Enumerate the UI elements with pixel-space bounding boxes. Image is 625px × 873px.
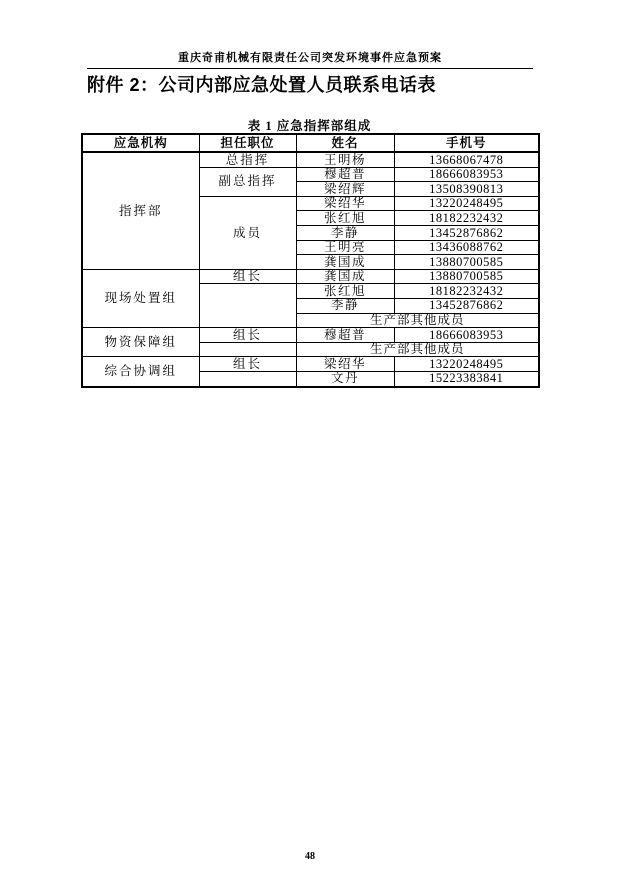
position-cell-empty	[199, 371, 296, 386]
name-cell: 龚国成	[296, 255, 394, 270]
table-row	[82, 328, 539, 343]
column-header-name: 姓名	[296, 134, 394, 152]
name-cell: 穆超普	[296, 167, 394, 182]
table-row	[82, 152, 539, 167]
document-header: 重庆奇甫机械有限责任公司突发环境事件应急预案	[87, 49, 533, 69]
position-cell: 总指挥	[199, 152, 296, 167]
position-cell-empty	[199, 284, 296, 328]
org-cell-supply: 物资保障组	[82, 328, 199, 357]
column-header-position: 担任职位	[199, 134, 296, 152]
table-row	[82, 269, 539, 284]
phone-cell: 15223383841	[394, 371, 539, 386]
phone-cell: 13668067478	[394, 152, 539, 167]
name-cell: 王明杨	[296, 152, 394, 167]
org-cell-coordination: 综合协调组	[82, 357, 199, 387]
phone-cell: 13220248495	[394, 196, 539, 211]
phone-cell: 13508390813	[394, 182, 539, 197]
phone-cell: 13436088762	[394, 240, 539, 255]
name-cell: 王明亮	[296, 240, 394, 255]
name-cell: 梁绍辉	[296, 182, 394, 197]
name-cell: 李静	[296, 225, 394, 240]
position-cell: 成员	[199, 196, 296, 269]
page-title: 附件 2：公司内部应急处置人员联系电话表	[87, 75, 437, 95]
merged-members-cell: 生产部其他成员	[296, 313, 539, 328]
org-cell-command: 指挥部	[82, 152, 199, 269]
name-cell: 穆超普	[296, 328, 394, 343]
emergency-contact-table	[81, 133, 540, 388]
name-cell: 李静	[296, 298, 394, 313]
name-cell: 张红旭	[296, 284, 394, 299]
position-cell: 副总指挥	[199, 167, 296, 196]
name-cell: 梁绍华	[296, 357, 394, 372]
phone-cell: 13452876862	[394, 298, 539, 313]
phone-cell: 13880700585	[394, 269, 539, 284]
merged-members-cell: 生产部其他成员	[296, 342, 539, 357]
position-cell: 组长	[199, 357, 296, 372]
phone-cell: 18182232432	[394, 284, 539, 299]
column-header-org: 应急机构	[82, 134, 199, 152]
phone-cell: 18182232432	[394, 211, 539, 226]
name-cell: 梁绍华	[296, 196, 394, 211]
phone-cell: 13452876862	[394, 225, 539, 240]
position-cell: 组长	[199, 269, 296, 284]
column-header-phone: 手机号	[394, 134, 539, 152]
phone-cell: 18666083953	[394, 328, 539, 343]
table-header-row	[82, 134, 539, 152]
phone-cell: 13880700585	[394, 255, 539, 270]
page-number: 48	[305, 851, 315, 862]
position-cell: 组长	[199, 328, 296, 343]
position-cell-empty	[199, 342, 296, 357]
phone-cell: 13220248495	[394, 357, 539, 372]
org-cell-onsite: 现场处置组	[82, 269, 199, 327]
phone-cell: 18666083953	[394, 167, 539, 182]
name-cell: 张红旭	[296, 211, 394, 226]
name-cell: 龚国成	[296, 269, 394, 284]
name-cell: 文丹	[296, 371, 394, 386]
table-caption: 表 1 应急指挥部组成	[247, 119, 372, 133]
table-row	[82, 357, 539, 372]
